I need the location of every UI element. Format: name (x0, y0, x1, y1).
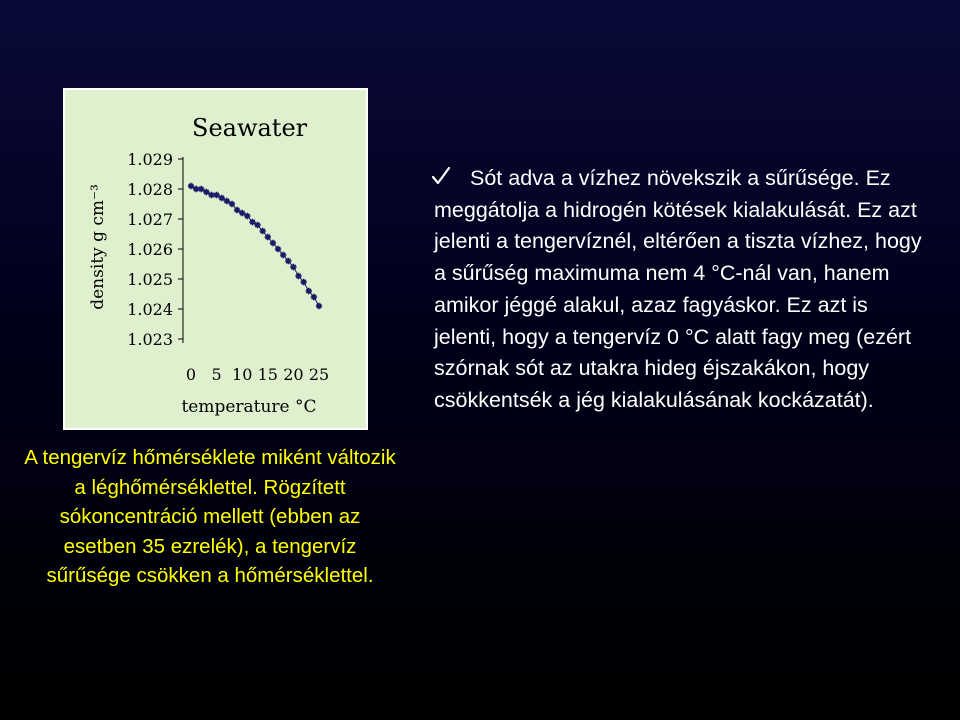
y-axis-label: density g cm⁻³ (88, 184, 108, 310)
data-point (244, 213, 250, 219)
x-tick-label: 5 (211, 365, 222, 384)
data-points (188, 183, 322, 309)
chart-panel (63, 88, 368, 430)
x-tick-label: 20 (283, 365, 304, 384)
y-tick-label: 1.026 (127, 240, 173, 259)
y-tick-labels (127, 150, 183, 349)
chart-caption: A tengervíz hőmérséklete miként változik a léghőmérséklettel. Rögzített sókoncentráció mellett (ebben az esetben 35 ezrelék), a tengervíz sűrűsége csökken a hőmérséklettel. (24, 446, 396, 587)
data-point (285, 258, 291, 264)
x-tick-labels (186, 365, 329, 384)
y-tick-label: 1.025 (127, 270, 173, 289)
data-point (254, 222, 260, 228)
series-line (191, 186, 319, 306)
y-tick-label: 1.024 (127, 300, 173, 319)
x-tick-label: 0 (185, 365, 197, 384)
data-point (265, 234, 271, 240)
x-axis-label: temperature °C (181, 397, 317, 417)
density-chart (65, 90, 366, 428)
y-tick-label: 1.028 (127, 180, 173, 199)
y-tick-label: 1.023 (127, 330, 173, 349)
data-point (275, 246, 281, 252)
bullet-point (434, 163, 934, 417)
x-tick-label: 10 (232, 365, 253, 384)
x-tick-label: 15 (257, 365, 278, 384)
data-point (229, 201, 235, 207)
x-tick-label: 25 (308, 365, 330, 384)
y-tick-label: 1.027 (127, 210, 173, 229)
chart-title: Seawater (192, 114, 308, 142)
checkmark-icon (430, 165, 452, 187)
bullet-text: Sót adva a vízhez növekszik a sűrűsége. Ez meggátolja a hidrogén kötések kialakulását. Ez azt jelenti a tengervíznél, eltérően a tiszta vízhez, hogy a sűrűség maximuma nem 4 °C-nál van, hanem amikor jéggé alakul, azaz fagyáskor. Ez azt is jelenti, hogy a tengervíz 0 °C alatt fagy meg (ezért szórnak sót az utakra hideg éjszakákon, hogy csökkentsék a jég kialakulásának kockázatát). (434, 166, 922, 412)
data-point (316, 303, 322, 309)
data-point (270, 240, 276, 246)
y-tick-label: 1.029 (127, 150, 173, 169)
